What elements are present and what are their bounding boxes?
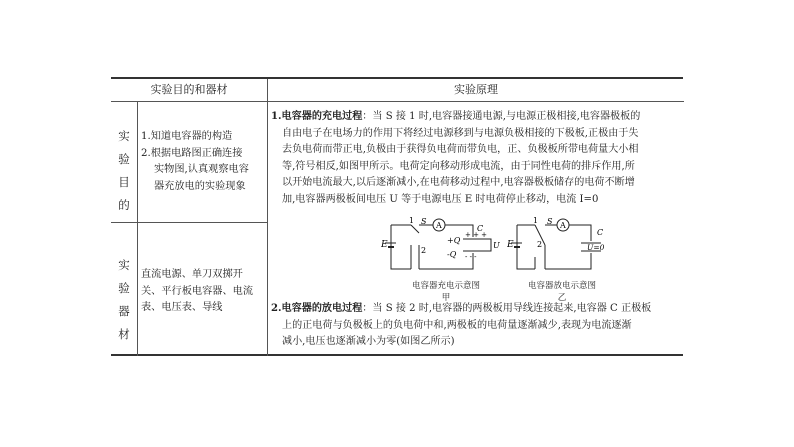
discharging-circuit-diagram — [507, 217, 617, 279]
label-e-b: E — [507, 240, 514, 250]
label-e: E — [381, 240, 388, 250]
label-c-b: C — [597, 228, 604, 237]
caption-charging-sub: 甲 — [441, 293, 451, 303]
charging-paragraph: 1.电容器的充电过程：当 S 接 1 时,电容器接通电源,与电源正极相接,电容器极板的 自由电子在电场力的作用下将经过电源移到与电源负极相接的下极板,正极由于失 去负电荷而带正电,负极由于获得负电荷而带负电，正、负极板所带电荷量大小相 等,符号相反,如图甲所示。电荷定向移动形成电流，由于同性电荷的排斥作用,所 以开始电流最大,以后逐渐减小,在电荷移动过程中,电容器极板储存的电荷不断增 加,电容器两极板间电压 U 等于电源电压 E 时电荷停止移动，电流 I=0 — [271, 111, 641, 205]
equipment-text: 直流电源、单刀双掷开 关、平行板电容器、电流 表、电压表、导线 — [141, 269, 254, 313]
caption-charging: 电容器充电示意图 — [411, 281, 480, 291]
label-2: 2 — [421, 246, 427, 255]
label-equipment: 实 验 器 材 — [118, 258, 130, 341]
charging-title: 1.电容器的充电过程 — [271, 111, 363, 122]
label-ammeter: A — [436, 221, 442, 230]
label-s: S — [421, 217, 427, 226]
label-plus-row: + + + — [465, 231, 488, 239]
label-minus-q: -Q — [447, 250, 457, 259]
label-plus-q: +Q — [447, 236, 461, 245]
discharging-title: 2.电容器的放电过程 — [271, 303, 363, 314]
charging-circuit-diagram — [381, 217, 511, 279]
label-minus-row: - - - — [465, 253, 477, 261]
label-s-b: S — [547, 217, 553, 226]
discharging-paragraph: 2.电容器的放电过程：当 S 接 2 时,电容器的两极板用导线连接起来,电容器 C 正极板 上的正电荷与负极板上的负电荷中和,两极板的电荷量逐渐减少,表现为电流逐渐 减小,电压也逐渐减小为零(如图乙所示) — [271, 303, 652, 348]
header-principle: 实验原理 — [267, 79, 684, 102]
label-1-b: 1 — [533, 217, 539, 225]
label-1: 1 — [409, 217, 415, 225]
label-c: C — [477, 224, 484, 233]
label-2-b: 2 — [537, 240, 543, 249]
divider-main-column — [267, 79, 268, 356]
divider-label-column — [137, 101, 138, 356]
experiment-table — [111, 77, 683, 356]
caption-discharging-sub: 乙 — [557, 293, 567, 303]
label-ammeter-b: A — [560, 221, 566, 230]
divider-row — [111, 222, 267, 223]
header-purpose-equipment: 实验目的和器材 — [111, 79, 267, 102]
purpose-text: 1.知道电容器的构造 2.根据电路图正确连接 实物图,认真观察电容 器充放电的实验现象 — [141, 131, 249, 192]
figure-charging — [381, 217, 511, 303]
label-purpose: 实 验 目 的 — [118, 129, 130, 212]
caption-discharging: 电容器放电示意图 — [527, 281, 596, 291]
figure-discharging — [507, 217, 617, 303]
label-u0: U=0 — [587, 243, 605, 252]
label-u: U — [493, 241, 500, 250]
